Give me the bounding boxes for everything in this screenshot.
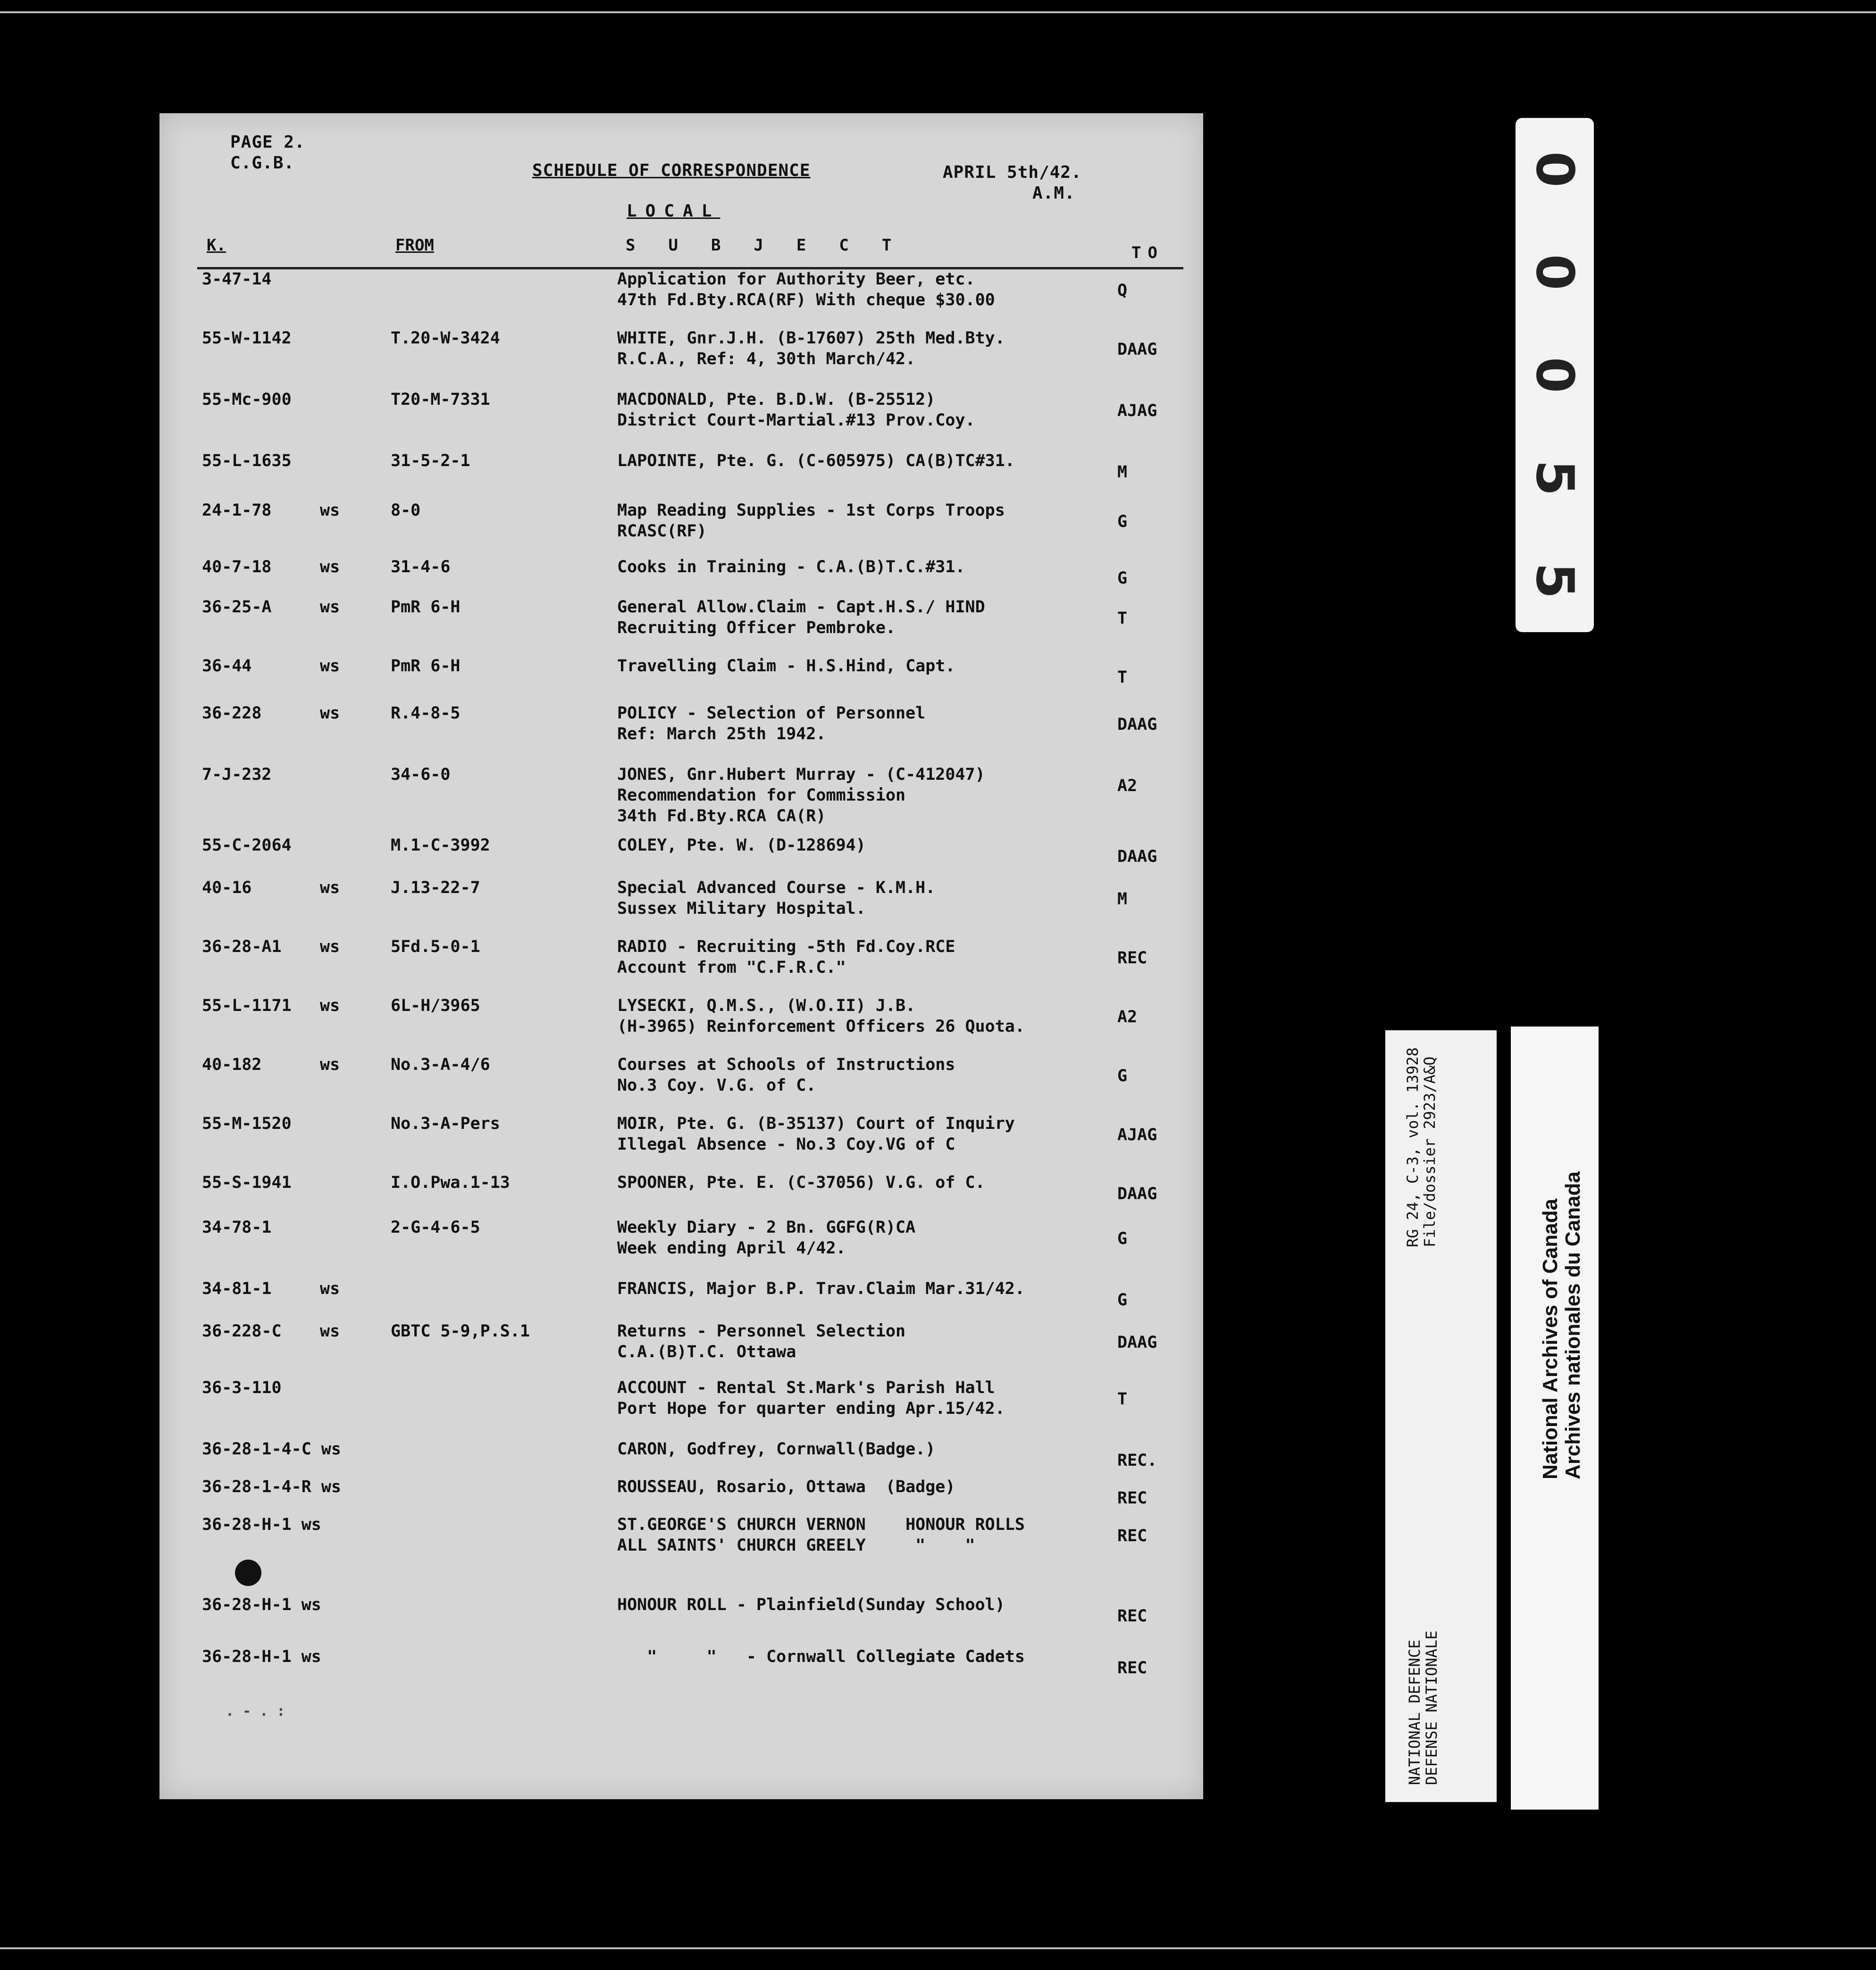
row-to-cell: T [1117, 1390, 1128, 1409]
department-text: NATIONAL DEFENCE DEFENSE NATIONALE [1406, 1630, 1440, 1785]
frame-digit: 5 [1524, 459, 1585, 496]
page-number: PAGE 2. [230, 133, 305, 152]
row-from-cell: 8-0 [391, 501, 421, 520]
archives-institution-label [1511, 1027, 1599, 1810]
table-row [159, 500, 1203, 552]
table-row [159, 877, 1203, 929]
row-to-cell: G [1117, 1291, 1128, 1310]
row-k-cell: 36-28-H-1 ws [202, 1515, 321, 1534]
row-ws-cell: ws [320, 657, 340, 676]
row-to-cell: G [1117, 1229, 1128, 1248]
row-k-cell: 36-25-A [202, 598, 272, 617]
film-frame-top-border [0, 11, 1876, 13]
table-row [159, 269, 1203, 321]
row-to-cell: REC [1117, 949, 1147, 968]
row-subject-cell: WHITE, Gnr.J.H. (B-17607) 25th Med.Bty. R.C.A., Ref: 4, 30th March/42. [617, 329, 1005, 368]
row-ws-cell: ws [320, 501, 340, 520]
film-frame-bottom-border [0, 1947, 1876, 1949]
row-from-cell: No.3-A-Pers [391, 1114, 500, 1133]
row-subject-cell: ST.GEORGE'S CHURCH VERNON HONOUR ROLLS ALL SAINTS' CHURCH GREELY " " [617, 1515, 1025, 1555]
row-k-cell: 55-W-1142 [202, 329, 292, 348]
row-subject-cell: HONOUR ROLL - Plainfield(Sunday School) [617, 1595, 1005, 1614]
row-ws-cell: ws [320, 937, 340, 956]
frame-number-strip [1516, 118, 1594, 632]
table-row [159, 936, 1203, 988]
row-k-cell: 36-228-C [202, 1322, 282, 1341]
table-row [159, 1217, 1203, 1269]
row-subject-cell: RADIO - Recruiting -5th Fd.Coy.RCE Account from "C.F.R.C." [617, 937, 955, 977]
document-time: A.M. [1032, 184, 1075, 203]
row-subject-cell: " " - Cornwall Collegiate Cadets [617, 1647, 1025, 1666]
column-header-to: TO [1131, 243, 1164, 262]
row-to-cell: DAAG [1117, 340, 1157, 359]
row-to-cell: AJAG [1117, 401, 1157, 420]
row-k-cell: 36-28-H-1 ws [202, 1647, 321, 1666]
row-k-cell: 55-C-2064 [202, 836, 292, 855]
column-header-k: K. [207, 236, 226, 255]
row-from-cell: M.1-C-3992 [391, 836, 490, 855]
row-from-cell: 34-6-0 [391, 765, 451, 784]
table-row [159, 995, 1203, 1047]
row-from-cell: PmR 6-H [391, 657, 461, 676]
table-row [159, 328, 1203, 380]
row-ws-cell: ws [320, 598, 340, 617]
row-subject-cell: CARON, Godfrey, Cornwall(Badge.) [617, 1440, 936, 1459]
row-ws-cell: ws [320, 996, 340, 1015]
row-subject-cell: FRANCIS, Major B.P. Trav.Claim Mar.31/42. [617, 1279, 1025, 1298]
row-subject-cell: Cooks in Training - C.A.(B)T.C.#31. [617, 558, 965, 576]
row-k-cell: 36-228 [202, 704, 262, 723]
row-to-cell: T [1117, 609, 1128, 628]
row-subject-cell: MACDONALD, Pte. B.D.W. (B-25512) District Court-Martial.#13 Prov.Coy. [617, 390, 975, 430]
table-row [159, 1514, 1203, 1566]
faint-pencil-mark: . - . : [226, 1703, 285, 1720]
row-from-cell: 31-5-2-1 [391, 451, 470, 470]
page-identifier [230, 132, 305, 174]
row-from-cell: I.O.Pwa.1-13 [391, 1173, 510, 1192]
row-to-cell: AJAG [1117, 1126, 1157, 1144]
table-row [159, 1594, 1203, 1646]
table-row [159, 597, 1203, 649]
table-row [159, 656, 1203, 708]
row-subject-cell: ROUSSEAU, Rosario, Ottawa (Badge) [617, 1478, 955, 1496]
archive-reference-label [1385, 1030, 1497, 1802]
row-from-cell: T.20-W-3424 [391, 329, 500, 348]
row-k-cell: 40-16 [202, 878, 252, 897]
row-subject-cell: Travelling Claim - H.S.Hind, Capt. [617, 657, 955, 676]
page-initials: C.G.B. [230, 153, 295, 173]
table-row [159, 1054, 1203, 1106]
row-ws-cell: ws [320, 558, 340, 576]
row-k-cell: 36-3-110 [202, 1378, 282, 1397]
row-k-cell: 55-L-1635 [202, 451, 292, 470]
document-page [159, 113, 1203, 1799]
row-to-cell: G [1117, 1067, 1128, 1085]
archive-reference-text: RG 24, C-3, vol. 13928 File/dossier 2923/A&Q [1404, 1047, 1439, 1247]
row-from-cell: 5Fd.5-0-1 [391, 937, 480, 956]
row-k-cell: 7-J-232 [202, 765, 272, 784]
row-k-cell: 40-7-18 [202, 558, 272, 576]
row-k-cell: 36-44 [202, 657, 252, 676]
frame-digit: 5 [1524, 562, 1585, 599]
row-ws-cell: ws [320, 1055, 340, 1074]
table-row [159, 703, 1203, 755]
row-subject-cell: General Allow.Claim - Capt.H.S./ HIND Recruiting Officer Pembroke. [617, 598, 985, 637]
row-k-cell: 55-L-1171 [202, 996, 292, 1015]
row-from-cell: 2-G-4-6-5 [391, 1218, 480, 1237]
table-row [159, 1646, 1203, 1698]
row-subject-cell: JONES, Gnr.Hubert Murray - (C-412047) Recommendation for Commission 34th Fd.Bty.RCA CA(R) [617, 765, 985, 826]
row-k-cell: 3-47-14 [202, 270, 272, 289]
row-to-cell: M [1117, 890, 1128, 909]
row-k-cell: 34-78-1 [202, 1218, 272, 1237]
ink-dot-mark [235, 1560, 261, 1586]
table-row [159, 764, 1203, 826]
row-from-cell: No.3-A-4/6 [391, 1055, 490, 1074]
row-subject-cell: Special Advanced Course - K.M.H. Sussex Military Hospital. [617, 878, 936, 918]
column-header-subject: SUBJECT [626, 236, 925, 255]
row-subject-cell: Weekly Diary - 2 Bn. GGFG(R)CA Week ending April 4/42. [617, 1218, 916, 1258]
row-subject-cell: LYSECKI, Q.M.S., (W.O.II) J.B. (H-3965) Reinforcement Officers 26 Quota. [617, 996, 1025, 1036]
row-to-cell: G [1117, 512, 1128, 531]
row-k-cell: 55-M-1520 [202, 1114, 292, 1133]
row-k-cell: 55-Mc-900 [202, 390, 292, 409]
document-date: APRIL 5th/42. [943, 163, 1082, 182]
frame-digit: 0 [1524, 254, 1585, 291]
table-row [159, 1321, 1203, 1373]
row-k-cell: 36-28-1-4-R ws [202, 1478, 342, 1496]
row-k-cell: 40-182 [202, 1055, 262, 1074]
table-row [159, 389, 1203, 441]
table-row [159, 1377, 1203, 1429]
row-to-cell: REC [1117, 1527, 1147, 1545]
frame-digit: 0 [1524, 357, 1585, 393]
row-from-cell: R.4-8-5 [391, 704, 461, 723]
row-from-cell: 6L-H/3965 [391, 996, 480, 1015]
row-k-cell: 36-28-A1 [202, 937, 282, 956]
row-k-cell: 55-S-1941 [202, 1173, 292, 1192]
row-ws-cell: ws [320, 704, 340, 723]
row-ws-cell: ws [320, 878, 340, 897]
row-from-cell: PmR 6-H [391, 598, 461, 617]
row-to-cell: DAAG [1117, 847, 1157, 866]
document-title: SCHEDULE OF CORRESPONDENCE [532, 161, 811, 180]
row-to-cell: REC [1117, 1607, 1147, 1626]
row-subject-cell: Application for Authority Beer, etc. 47th Fd.Bty.RCA(RF) With cheque $30.00 [617, 270, 995, 309]
row-k-cell: 36-28-1-4-C ws [202, 1440, 342, 1459]
row-from-cell: T20-M-7331 [391, 390, 490, 409]
row-to-cell: DAAG [1117, 715, 1157, 734]
row-subject-cell: Returns - Personnel Selection C.A.(B)T.C. Ottawa [617, 1322, 906, 1361]
row-subject-cell: Map Reading Supplies - 1st Corps Troops RCASC(RF) [617, 501, 1005, 541]
row-to-cell: REC. [1117, 1451, 1157, 1470]
row-to-cell: REC [1117, 1489, 1147, 1508]
row-subject-cell: ACCOUNT - Rental St.Mark's Parish Hall Port Hope for quarter ending Apr.15/42. [617, 1378, 1005, 1418]
row-subject-cell: MOIR, Pte. G. (B-35137) Court of Inquiry Illegal Absence - No.3 Coy.VG of C [617, 1114, 1015, 1154]
row-k-cell: 24-1-78 [202, 501, 272, 520]
row-ws-cell: ws [320, 1322, 340, 1341]
row-ws-cell: ws [320, 1279, 340, 1298]
row-to-cell: A2 [1117, 1008, 1138, 1027]
row-to-cell: DAAG [1117, 1333, 1157, 1352]
row-k-cell: 34-81-1 [202, 1279, 272, 1298]
row-to-cell: Q [1117, 281, 1128, 300]
row-to-cell: G [1117, 569, 1128, 588]
row-to-cell: REC [1117, 1659, 1147, 1678]
document-subtitle: LOCAL [627, 201, 720, 221]
frame-digit: 0 [1524, 151, 1585, 188]
row-k-cell: 36-28-H-1 ws [202, 1595, 321, 1614]
column-header-from: FROM [395, 236, 434, 255]
table-row [159, 1113, 1203, 1165]
table-row [159, 1172, 1203, 1224]
row-to-cell: T [1117, 668, 1128, 687]
row-to-cell: DAAG [1117, 1185, 1157, 1203]
row-subject-cell: POLICY - Selection of Personnel Ref: March 25th 1942. [617, 704, 926, 743]
row-to-cell: A2 [1117, 776, 1138, 795]
row-subject-cell: Courses at Schools of Instructions No.3 Coy. V.G. of C. [617, 1055, 955, 1095]
row-from-cell: 31-4-6 [391, 558, 451, 576]
row-to-cell: M [1117, 463, 1128, 482]
row-subject-cell: LAPOINTE, Pte. G. (C-605975) CA(B)TC#31. [617, 451, 1015, 470]
institution-name: National Archives of Canada Archives nationales du Canada [1539, 1171, 1584, 1479]
table-row [159, 451, 1203, 502]
row-subject-cell: SPOONER, Pte. E. (C-37056) V.G. of C. [617, 1173, 985, 1192]
row-from-cell: GBTC 5-9,P.S.1 [391, 1322, 530, 1341]
row-from-cell: J.13-22-7 [391, 878, 480, 897]
row-subject-cell: COLEY, Pte. W. (D-128694) [617, 836, 866, 855]
